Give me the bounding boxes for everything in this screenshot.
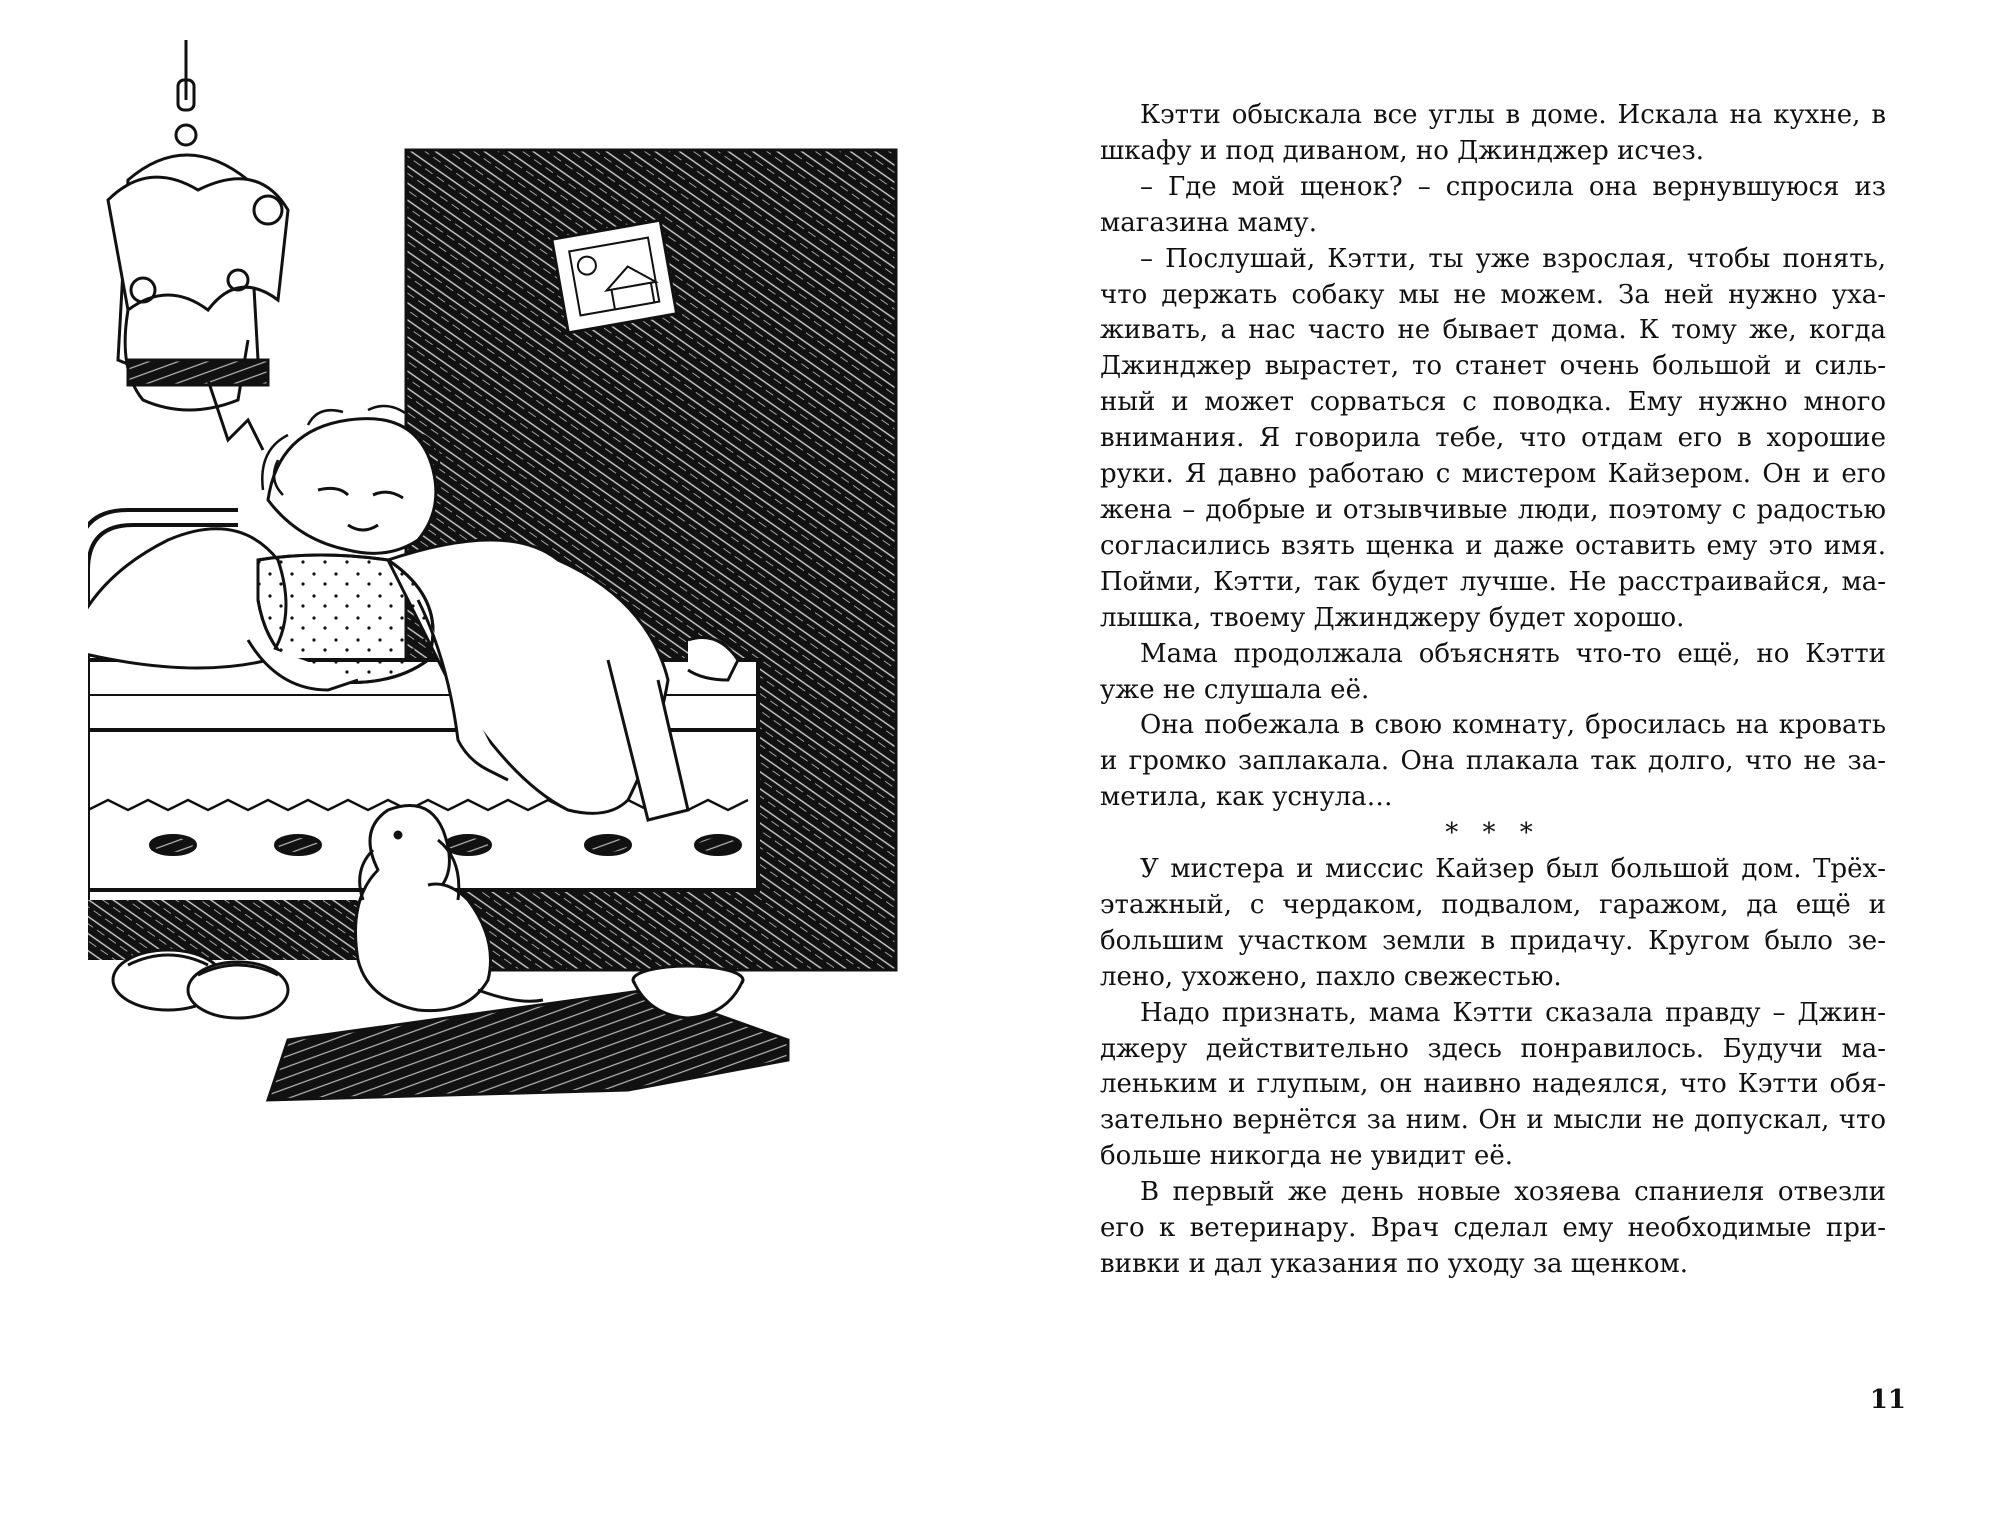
paragraph: Надо признать, мама Кэтти сказала правду – Джинджеру действительно здесь понравилось. Будучи маленьким и глупым, он наивно надеялся, что Кэтти обязательно вернётся за ним. Он и мысли не допускал, что больше никогда не увидит её. (1100, 997, 1886, 1172)
section-separator: * * * (1445, 818, 1541, 849)
girl-in-bed-with-puppy-illustration (88, 40, 988, 1360)
slippers (113, 950, 288, 1018)
paragraph: Она побежала в свою комнату, бросилась на кровать и громко заплакала. Она плакала так долго, что не заметила, как уснула… (1100, 710, 1886, 813)
wall-picture (552, 220, 677, 333)
text-column (1100, 98, 1886, 1283)
paragraph: Кэтти обыскала все углы в доме. Искала на кухне, в шкафу и под диваном, но Джинджер исчез. (1100, 100, 1886, 166)
hanging-lamp (108, 40, 288, 450)
paragraph: Мама продолжала объяснять что-то ещё, но Кэтти уже не слушала её. (1100, 638, 1886, 705)
page-number: 11 (1869, 1385, 1906, 1415)
paragraph: – Послушай, Кэтти, ты уже взрослая, чтобы понять, что держать собаку мы не можем. За ней нужно ухаживать, а нас часто не бывает дома. К тому же, когда Джинджер вырастет, то станет очень большой и сильный и может сорваться с поводка. Ему нужно много внимания. Я говорила тебе, что отдам его в хорошие руки. Я давно работаю с мистером Кайзером. Он и его жена – добрые и отзывчивые люди, поэтому с радостью согласились взять щенка и даже оставить ему это имя. Пойми, Кэтти, так будет лучше. Не расстраивайся, малышка, твоему Джинджеру будет хорошо. (1100, 243, 1886, 633)
paragraph: У мистера и миссис Кайзер был большой дом. Трёхэтажный, с чердаком, подвалом, гаражом, да ещё и большим участком земли в придачу. Кругом было зелено, ухожено, пахло свежестью. (1100, 854, 1886, 992)
paragraph: В первый же день новые хозяева спаниеля отвезли его к ветеринару. Врач сделал ему необходимые прививки и дал указания по уходу за щенком. (1100, 1177, 1886, 1279)
paragraph: – Где мой щенок? – спросила она вернувшуюся из магазина маму. (1100, 171, 1886, 238)
